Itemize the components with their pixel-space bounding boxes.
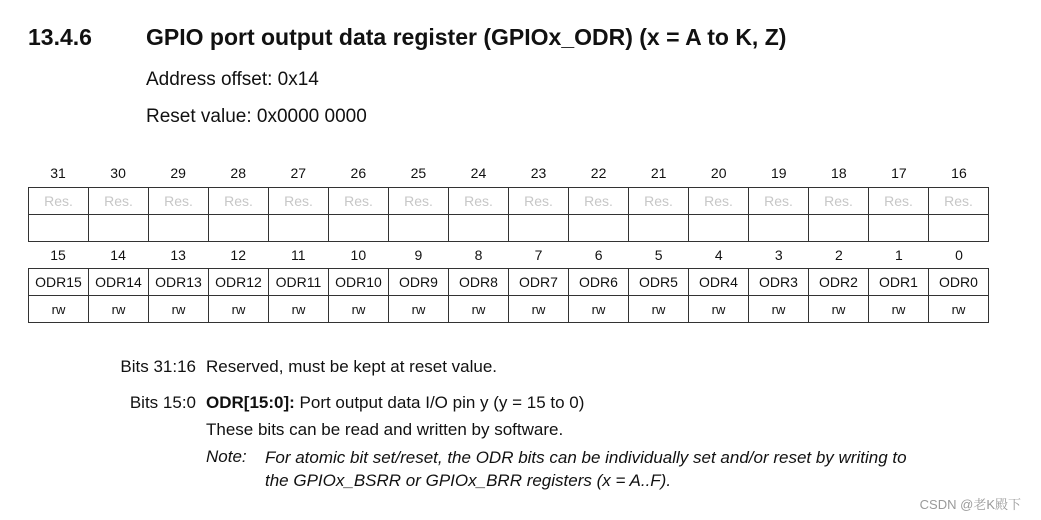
empty-access-cell bbox=[209, 215, 269, 242]
bit-number: 10 bbox=[350, 247, 367, 263]
odr-field-cell: ODR12 bbox=[209, 269, 269, 296]
bit-number: 11 bbox=[291, 247, 306, 263]
odr-field-cell: ODR7 bbox=[509, 269, 569, 296]
empty-access-cell bbox=[689, 215, 749, 242]
access-type-cell: rw bbox=[269, 296, 329, 323]
empty-access-cell bbox=[809, 215, 869, 242]
access-type-cell: rw bbox=[929, 296, 989, 323]
access-type-cell: rw bbox=[869, 296, 929, 323]
reserved-field-cell: Res. bbox=[389, 188, 449, 215]
reserved-field-cell: Res. bbox=[629, 188, 689, 215]
reserved-field-cell: Res. bbox=[29, 188, 89, 215]
section-number: 13.4.6 bbox=[28, 24, 92, 50]
reserved-field-cell: Res. bbox=[269, 188, 329, 215]
bit-number: 28 bbox=[230, 165, 246, 181]
bit-number: 5 bbox=[654, 247, 663, 263]
bit-number: 30 bbox=[110, 165, 126, 181]
odr-field-cell: ODR5 bbox=[629, 269, 689, 296]
access-type-cell: rw bbox=[389, 296, 449, 323]
address-offset: Address offset: 0x14 bbox=[146, 69, 319, 90]
odr-field-cell: ODR14 bbox=[89, 269, 149, 296]
bit-number: 16 bbox=[951, 165, 967, 181]
note-line-2: the GPIOx_BSRR or GPIOx_BRR registers (x = A..F). bbox=[265, 471, 672, 490]
note-text bbox=[265, 446, 907, 492]
bit-number: 25 bbox=[410, 165, 427, 181]
odr-field-name: ODR[15:0]: bbox=[206, 393, 295, 412]
access-type-cell: rw bbox=[209, 296, 269, 323]
reserved-field-cell: Res. bbox=[569, 188, 629, 215]
reset-value: Reset value: 0x0000 0000 bbox=[146, 106, 367, 127]
odr-field-summary: Port output data I/O pin y (y = 15 to 0) bbox=[294, 393, 585, 412]
access-type-cell: rw bbox=[809, 296, 869, 323]
upper-register-table bbox=[28, 187, 989, 242]
note-label: Note: bbox=[206, 447, 247, 466]
bits-31-16-label: Bits 31:16 bbox=[120, 357, 196, 376]
odr-field-cell: ODR10 bbox=[329, 269, 389, 296]
reserved-field-cell: Res. bbox=[929, 188, 989, 215]
reserved-field-cell: Res. bbox=[449, 188, 509, 215]
bit-number: 29 bbox=[170, 165, 186, 181]
empty-access-cell bbox=[29, 215, 89, 242]
odr-field-cell: ODR11 bbox=[269, 269, 329, 296]
lower-bit-numbers bbox=[28, 247, 989, 263]
bit-number: 9 bbox=[414, 247, 423, 263]
lower-access-row bbox=[29, 296, 989, 323]
empty-access-cell bbox=[929, 215, 989, 242]
bit-number: 4 bbox=[714, 247, 723, 263]
empty-access-cell bbox=[509, 215, 569, 242]
reserved-field-cell: Res. bbox=[689, 188, 749, 215]
access-type-cell: rw bbox=[449, 296, 509, 323]
bit-number: 12 bbox=[230, 247, 246, 263]
bit-number: 19 bbox=[770, 165, 787, 181]
access-type-cell: rw bbox=[89, 296, 149, 323]
reserved-field-cell: Res. bbox=[89, 188, 149, 215]
reserved-field-cell: Res. bbox=[809, 188, 869, 215]
reserved-field-cell: Res. bbox=[869, 188, 929, 215]
bit-number: 17 bbox=[891, 165, 907, 181]
bits-15-0-label: Bits 15:0 bbox=[129, 393, 196, 412]
bit-number: 22 bbox=[590, 165, 607, 181]
lower-register-table bbox=[28, 268, 989, 323]
reserved-field-cell: Res. bbox=[749, 188, 809, 215]
empty-access-cell bbox=[449, 215, 509, 242]
bit-number: 20 bbox=[710, 165, 727, 181]
bit-number: 3 bbox=[774, 247, 783, 263]
upper-bit-numbers bbox=[28, 165, 989, 181]
reserved-field-cell: Res. bbox=[149, 188, 209, 215]
bit-number: 31 bbox=[50, 165, 66, 181]
access-type-cell: rw bbox=[569, 296, 629, 323]
odr-field-cell: ODR1 bbox=[869, 269, 929, 296]
bit-number: 6 bbox=[594, 247, 603, 263]
odr-field-cell: ODR2 bbox=[809, 269, 869, 296]
reserved-field-cell: Res. bbox=[509, 188, 569, 215]
access-type-cell: rw bbox=[509, 296, 569, 323]
reserved-field-cell: Res. bbox=[329, 188, 389, 215]
upper-field-row bbox=[29, 188, 989, 215]
empty-access-cell bbox=[149, 215, 209, 242]
section-title: GPIO port output data register (GPIOx_ODR) (x = A to K, Z) bbox=[146, 24, 787, 50]
bits-15-0-description bbox=[206, 393, 584, 413]
bit-number: 8 bbox=[474, 247, 483, 263]
empty-access-cell bbox=[629, 215, 689, 242]
empty-access-cell bbox=[869, 215, 929, 242]
access-type-cell: rw bbox=[329, 296, 389, 323]
odr-field-cell: ODR9 bbox=[389, 269, 449, 296]
empty-access-cell bbox=[389, 215, 449, 242]
empty-access-cell bbox=[329, 215, 389, 242]
bit-number: 23 bbox=[530, 165, 547, 181]
bit-number: 1 bbox=[895, 247, 903, 263]
reserved-field-cell: Res. bbox=[209, 188, 269, 215]
note-line-1: For atomic bit set/reset, the ODR bits can be individually set and/or reset by writing to bbox=[265, 448, 907, 467]
bits-15-0-access-note: These bits can be read and written by software. bbox=[206, 420, 564, 439]
empty-access-cell bbox=[569, 215, 629, 242]
bit-number: 26 bbox=[350, 165, 367, 181]
empty-access-cell bbox=[89, 215, 149, 242]
bit-number: 21 bbox=[650, 165, 667, 181]
empty-access-cell bbox=[749, 215, 809, 242]
bit-number: 15 bbox=[50, 247, 66, 263]
bits-31-16-description: Reserved, must be kept at reset value. bbox=[206, 357, 498, 376]
bit-number: 7 bbox=[534, 247, 543, 263]
access-type-cell: rw bbox=[29, 296, 89, 323]
lower-field-row bbox=[29, 269, 989, 296]
access-type-cell: rw bbox=[689, 296, 749, 323]
bit-number: 0 bbox=[955, 247, 963, 263]
bit-number: 14 bbox=[110, 247, 126, 263]
bit-number: 13 bbox=[170, 247, 186, 263]
watermark: CSDN @老K殿下 bbox=[919, 497, 1021, 512]
bit-number: 18 bbox=[831, 165, 847, 181]
upper-access-row bbox=[29, 215, 989, 242]
bit-number: 27 bbox=[290, 165, 307, 181]
odr-field-cell: ODR6 bbox=[569, 269, 629, 296]
odr-field-cell: ODR8 bbox=[449, 269, 509, 296]
odr-field-cell: ODR3 bbox=[749, 269, 809, 296]
bit-number: 2 bbox=[834, 247, 843, 263]
odr-field-cell: ODR0 bbox=[929, 269, 989, 296]
odr-field-cell: ODR4 bbox=[689, 269, 749, 296]
empty-access-cell bbox=[269, 215, 329, 242]
access-type-cell: rw bbox=[149, 296, 209, 323]
odr-field-cell: ODR15 bbox=[29, 269, 89, 296]
odr-field-cell: ODR13 bbox=[149, 269, 209, 296]
access-type-cell: rw bbox=[629, 296, 689, 323]
access-type-cell: rw bbox=[749, 296, 809, 323]
bit-number: 24 bbox=[470, 165, 487, 181]
